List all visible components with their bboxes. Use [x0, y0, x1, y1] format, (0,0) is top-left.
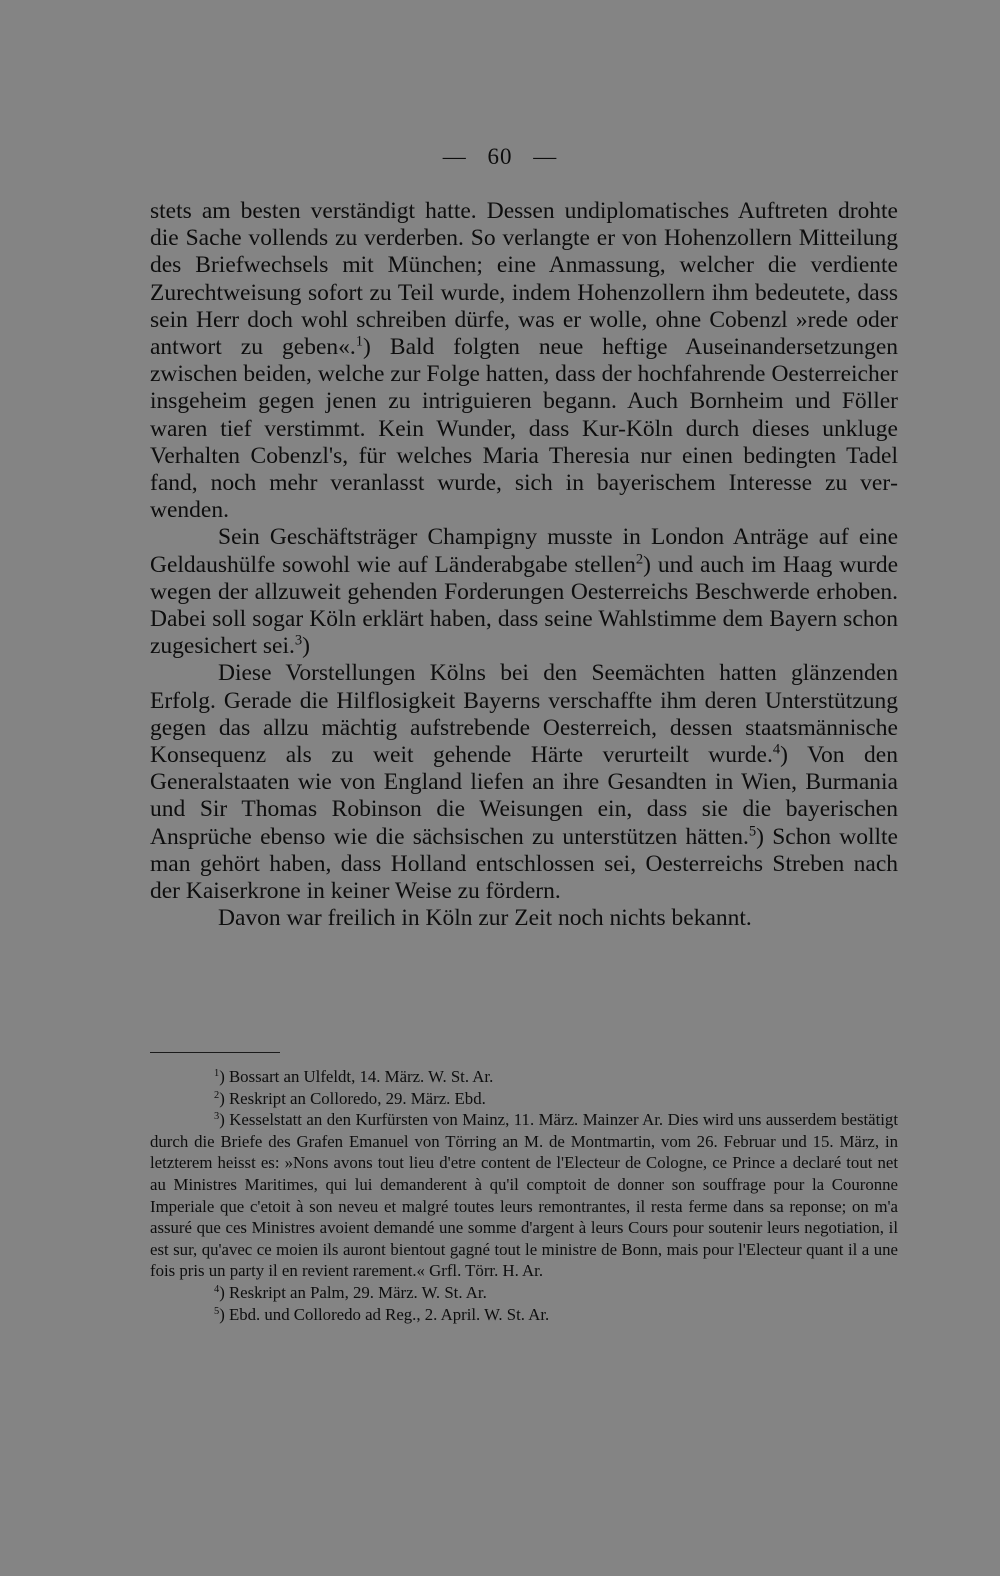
paragraph-3-end: Schon wollte man gehört haben, dass Holland entschlossen sei, Oesterreichs Streben nach der Kaiserkrone in keiner Weise zu fördern.	[150, 823, 898, 905]
footnote-1-text: ) Bossart an Ulfeldt, 14. März. W. St. Ar.	[219, 1067, 494, 1086]
paragraph-3	[150, 660, 898, 905]
footnote-3-text: ) Kesselstatt an den Kurfürsten von Mainz, 11. März. Mainzer Ar. Dies wird uns ausserdem bestätigt durch die Briefe des Grafen Emanuel von Törring an M. de Montmartin, vom 26. Februar und 15. März, in letzterem heisst es: »Nons avons tout lieu d'etre content de l'Electeur de Cologne, ce Prince a declaré tout net au Ministres Maritimes, qui lui demanderent à qu'il comptoit de donner son souffrage pour la Couronne Imperiale que c'etoit à son neveu et malgré toutes leurs remontrantes, il resta ferme dans sa reponse; on m'a assuré que ces Ministres avoient demandé une somme d'argent à leurs Cours pour soutenir leurs negotiation, il est sur, qu'avec ce moien ils auront bientout gagné tout le ministre de Bonn, mais pour l'Electeur quant il a une fois pris un party il en revient rarement.« Grfl. Törr. H. Ar.	[150, 1110, 898, 1281]
paragraph-3-text: Diese Vorstellungen Kölns bei den Seemächten hatten glänzenden Erfolg. Gerade die Hilflosigkeit Bayerns verschaffte ihm deren Unterstützung gegen das allzu mächtig aufstrebende Oesterreich, dessen staatsmännische Konsequenz als zu weit gehende Härte verurteilt wurde.	[150, 660, 898, 769]
footnote-1-mark: 1	[214, 1067, 220, 1079]
paragraph-1	[150, 198, 898, 524]
footnote-1	[150, 1066, 898, 1088]
main-text	[150, 198, 898, 932]
footnote-ref-1: 1	[355, 333, 364, 350]
footnote-4-text: ) Reskript an Palm, 29. März. W. St. Ar.	[219, 1282, 487, 1302]
footnote-2	[150, 1088, 898, 1110]
footnote-ref-2: 2	[635, 550, 644, 567]
footnote-ref-2-paren: )	[643, 551, 651, 578]
paragraph-4: Davon war freilich in Köln zur Zeit noch nichts bekannt.	[218, 905, 752, 932]
paragraph-1-text: stets am besten verständigt hatte. Dessen undiplomatisches Auftreten drohte die Sache vollends zu verderben. So verlangte er von Hohenzollern Mitteilung des Briefwechsels mit München; eine Anmassung, welcher die verdiente Zurechtweisung sofort zu Teil wurde, indem Hohenzollern ihm bedeutete, dass sein Herr doch wohl schreiben dürfe, was er wolle, ohne Cobenzl »rede oder antwort zu geben«.	[150, 198, 898, 361]
footnote-ref-5-paren: )	[756, 823, 764, 850]
footnote-ref-5: 5	[748, 822, 757, 839]
footnote-5	[150, 1304, 898, 1326]
paragraph-2-text: Sein Geschäftsträger Champigny musste in London Anträge auf eine Geldaushülfe sowohl wie auf Länderabgabe stellen	[150, 524, 898, 578]
footnote-ref-1-paren: )	[363, 334, 371, 361]
footnote-4-mark: 4	[214, 1283, 220, 1295]
footnote-ref-3: 3	[294, 632, 303, 649]
paragraph-1-continued: Bald folgten neue heftige Auseinandersetzungen zwischen beiden, welche zur Folge hatten, dass der hochfahrende Oesterreicher insgeheim gegen jenen zu intriguieren begann. Auch Bornheim und Föller waren tief verstimmt. Kein Wunder, dass Kur-Köln durch dieses unkluge Verhalten Cobenzl's, für welches Maria Theresia nur einen bedingten Tadel fand, noch mehr veranlasst wurde, sich in bayerischem Interesse zu verwenden.	[150, 334, 898, 524]
footnote-ref-4: 4	[772, 741, 781, 758]
footnote-5-text: ) Ebd. und Colloredo ad Reg., 2. April. W. St. Ar.	[219, 1304, 550, 1324]
footnote-3	[150, 1109, 898, 1282]
paragraph-2-continued: und auch im Haag wurde wegen der allzuweit gehenden Forderungen Oesterreichs Beschwerde erhoben. Dabei soll sogar Köln erklärt haben, dass seine Wahlstimme dem Bayern schon zugesichert sei.	[150, 551, 898, 660]
paragraph-2	[150, 524, 898, 660]
footnote-2-text: ) Reskript an Colloredo, 29. März. Ebd.	[219, 1088, 486, 1108]
footnote-ref-4-paren: )	[780, 742, 788, 769]
page-number: — 60 —	[442, 144, 558, 169]
footnote-2-mark: 2	[214, 1089, 220, 1101]
footnote-3-mark: 3	[214, 1110, 220, 1122]
footnote-5-mark: 5	[214, 1305, 220, 1317]
footnote-divider	[150, 1052, 280, 1053]
paragraph-3-continued: Von den Generalstaaten wie von England liefen an ihre Gesandten in Wien, Burmania und Sir Thomas Robinson die Weisungen ein, dass sie die bayerischen Ansprüche ebenso wie die sächsischen zu unterstützen hätten.	[150, 742, 898, 850]
footnote-4	[150, 1282, 898, 1304]
footnotes	[150, 1066, 898, 1325]
footnote-ref-3-paren: )	[302, 633, 310, 660]
